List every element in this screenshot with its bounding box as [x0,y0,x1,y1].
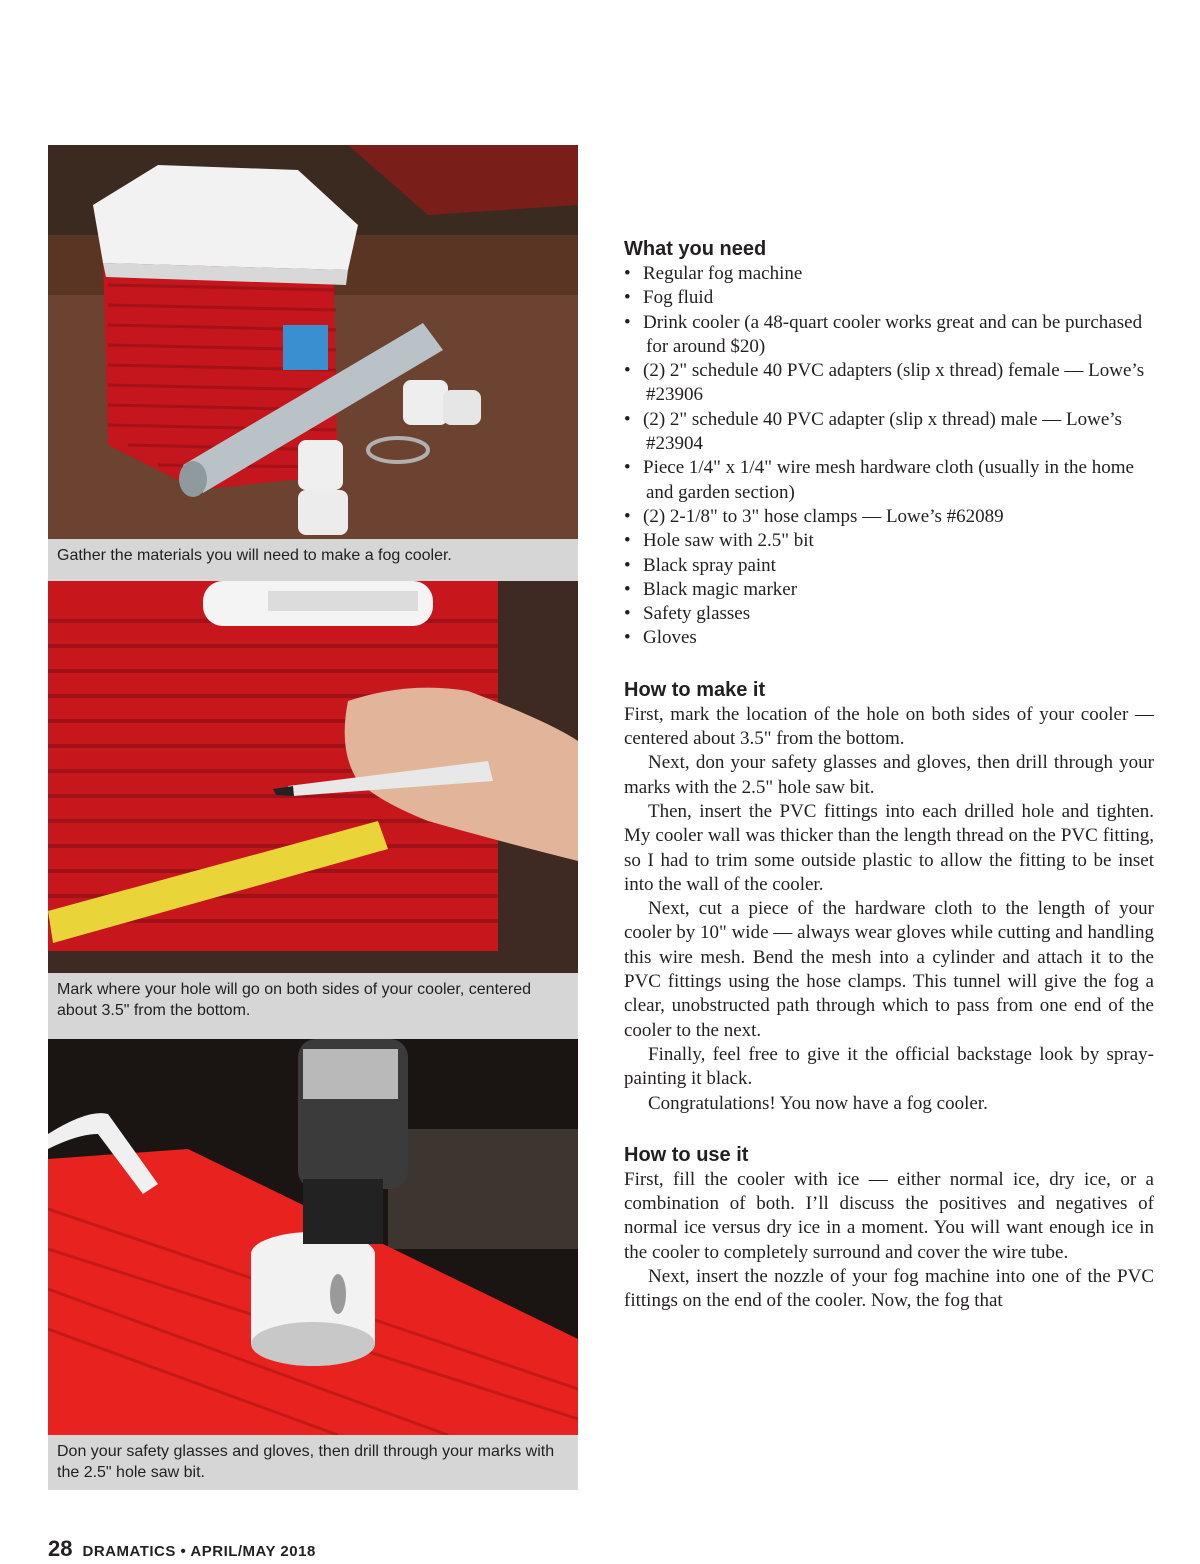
list-item: • (2) 2" schedule 40 PVC adapter (slip x thread) male — Lowe’s #23904 [624,408,1154,457]
paragraph: Congratulations! You now have a fog cooler. [648,1092,988,1114]
list-item: • (2) 2" schedule 40 PVC adapters (slip x thread) female — Lowe’s #23906 [624,359,1154,408]
photo-drilling [48,1039,578,1435]
page-footer [48,1536,316,1562]
materials-list [624,262,1154,651]
heading-how-to-make: How to make it [624,678,766,701]
cooler-materials-image [48,145,578,539]
list-item: • Hole saw with 2.5" bit [624,529,1154,553]
paragraph: Next, cut a piece of the hardware cloth to the length of your cooler by 10" wide — always wear gloves while cutting and handling this wire mesh. Bend the mesh into a cylinder and attach it to the PVC fittings using the hose clamps. This tunnel will give the fog a clear, unobstructed path through which to pass from one end of the cooler to the next. [624,898,1154,1041]
paragraph: First, fill the cooler with ice — either normal ice, dry ice, or a combination of both. I’ll discuss the positives and negatives of normal ice versus dry ice in a moment. You will want enough ice in the cooler to completely surround and cover the wire tube. [624,1168,1154,1263]
magazine-issue: DRAMATICS • APRIL/MAY 2018 [82,1543,316,1560]
section-how-to-make [624,677,1154,1116]
caption-materials: Gather the materials you will need to make a fog cooler. [48,539,578,581]
heading-what-you-need: What you need [624,238,767,260]
list-item: • Regular fog machine [624,262,1154,286]
list-item: • Black magic marker [624,578,1154,602]
caption-marking: Mark where your hole will go on both sides of your cooler, centered about 3.5" from the bottom. [48,973,578,1039]
paragraph: Next, don your safety glasses and gloves, then drill through your marks with the 2.5" hole saw bit. [624,752,1154,798]
list-item: • Drink cooler (a 48-quart cooler works great and can be purchased for around $20) [624,311,1154,360]
list-item: • Piece 1/4" x 1/4" wire mesh hardware cloth (usually in the home and garden section) [624,456,1154,505]
article-text-column [624,236,1154,1340]
photo-marking [48,581,578,973]
caption-drilling: Don your safety glasses and gloves, then drill through your marks with the 2.5" hole saw bit. [48,1435,578,1490]
marking-cooler-image [48,581,578,973]
paragraph: Finally, feel free to give it the official backstage look by spray-painting it black. [624,1043,1154,1090]
drilling-cooler-image [48,1039,578,1435]
paragraph: First, mark the location of the hole on both sides of your cooler — centered about 3.5" from the bottom. [624,703,1154,750]
list-item: • Safety glasses [624,602,1154,626]
photo-materials [48,145,578,539]
list-item: • (2) 2-1/8" to 3" hose clamps — Lowe’s #62089 [624,505,1154,529]
list-item: • Black spray paint [624,554,1154,578]
list-item: • Fog fluid [624,286,1154,310]
list-item: • Gloves [624,626,1154,650]
section-how-to-use [624,1142,1154,1314]
page-number: 28 [48,1536,73,1561]
heading-how-to-use: How to use it [624,1143,749,1166]
paragraph: Then, insert the PVC fittings into each drilled hole and tighten. My cooler wall was thicker than the length thread on the PVC fitting, so I had to trim some outside plastic to allow the fitting to be inset into the wall of the cooler. [624,800,1154,895]
paragraph: Next, insert the nozzle of your fog machine into one of the PVC fittings on the end of the cooler. Now, the fog that [624,1265,1154,1312]
